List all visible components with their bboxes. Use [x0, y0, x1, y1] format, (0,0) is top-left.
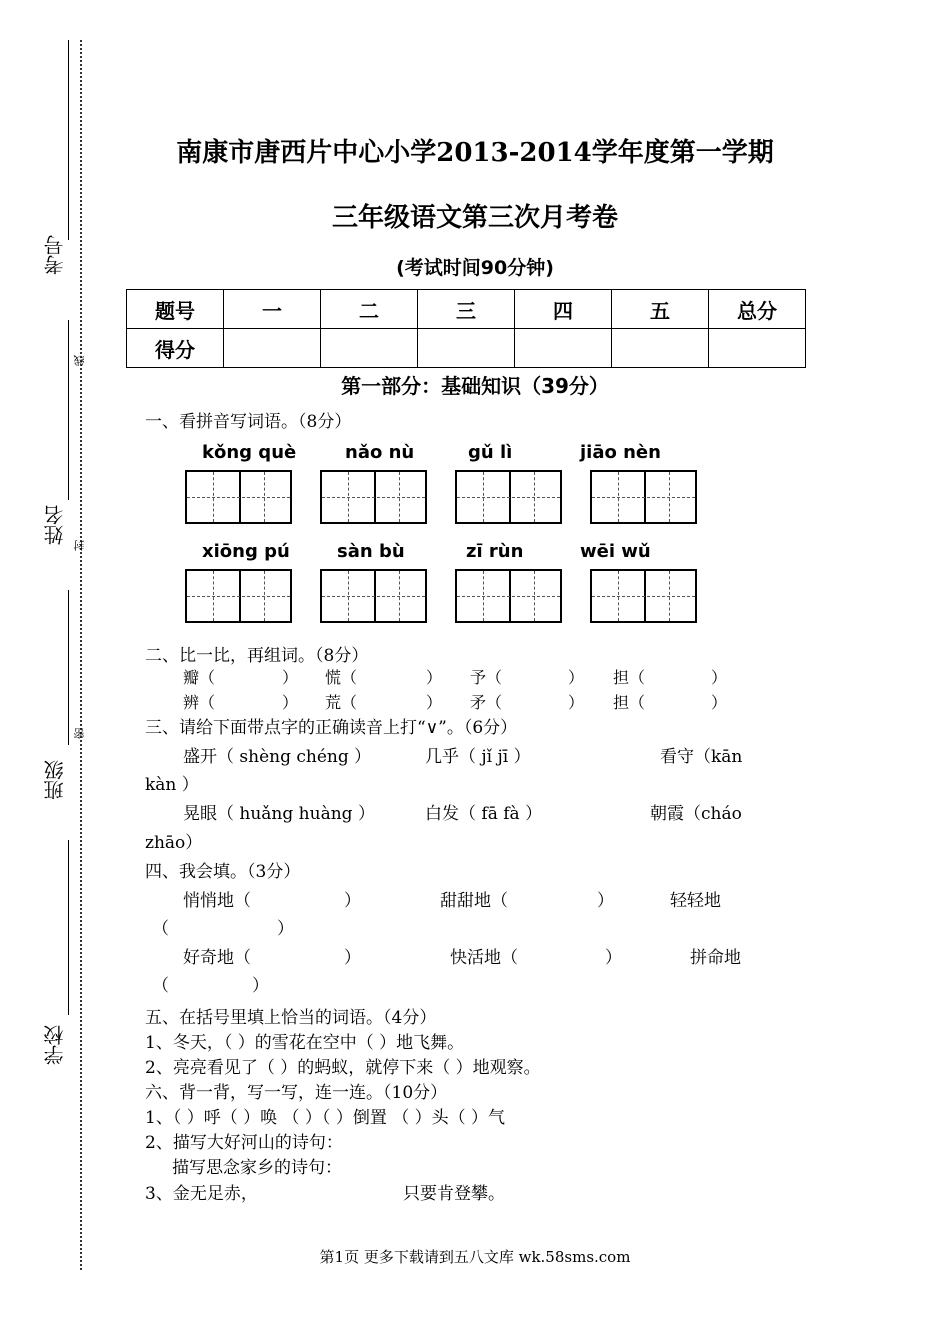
pinyin-label: xiōng pú [202, 541, 290, 562]
q3-item: 白发（ fā fà ） [425, 804, 543, 824]
q2-item: ） [426, 668, 443, 687]
q3-item-wrap: zhāo） [145, 833, 203, 853]
q2-item: ） [426, 693, 443, 712]
score-cell[interactable] [612, 329, 709, 368]
score-header-cell: 总分 [709, 290, 806, 329]
q4-item: ） [252, 976, 269, 996]
pinyin-label: zī rùn [466, 541, 524, 562]
q2-item: ） [282, 693, 299, 712]
score-header-cell: 二 [321, 290, 418, 329]
q2-item: 慌（ [325, 668, 358, 687]
pinyin-label: kǒng què [202, 442, 297, 463]
banji-label: 班级 [43, 760, 67, 800]
score-header-cell: 四 [515, 290, 612, 329]
q2-item: 瓣（ [183, 668, 216, 687]
q4-item: （ [152, 919, 169, 939]
score-header-cell: 一 [224, 290, 321, 329]
writing-grid[interactable] [320, 470, 427, 524]
q2-item: 荒（ [325, 693, 358, 712]
q6-item: 描写思念家乡的诗句： [172, 1158, 342, 1178]
part1-heading: 第一部分：基础知识（39分） [341, 374, 609, 398]
q3-item: 几乎（ jǐ jī ） [425, 747, 531, 767]
q2-item: ） [711, 668, 728, 687]
q2-title: 二、比一比，再组词。（8分） [145, 646, 369, 666]
q4-item: ） [605, 948, 622, 968]
q2-item: 矛（ [470, 693, 503, 712]
q4-item: 快活地（ [450, 948, 518, 968]
q4-title: 四、我会填。（3分） [145, 862, 301, 882]
writing-grid[interactable] [590, 470, 697, 524]
q3-item: 晃眼（ huǎng huàng ） [183, 804, 375, 824]
q6-item: 只要肯登攀。 [403, 1184, 505, 1204]
score-header-cell: 题号 [127, 290, 224, 329]
pinyin-label: gǔ lì [468, 442, 513, 463]
q2-item: 辨（ [183, 693, 216, 712]
q2-item: ） [568, 668, 585, 687]
score-table-header-row [127, 290, 806, 329]
q2-item: 担（ [613, 668, 646, 687]
q4-item: （ [152, 976, 169, 996]
writing-grid[interactable] [455, 470, 562, 524]
q1-title: 一、看拼音写词语。（8分） [145, 412, 352, 432]
q4-item: 拼命地 [690, 948, 741, 968]
feng-label: 封 [73, 540, 86, 551]
q6-item: 3、金无足赤， [145, 1184, 258, 1204]
mi-label: 密 [73, 728, 86, 739]
pinyin-label: nǎo nù [345, 442, 415, 463]
xingming-label: 姓名 [43, 505, 67, 545]
q6-item: 1、（ ）呼（ ）唤 （ ）（ ）倒置 （ ）头（ ）气 [145, 1108, 506, 1128]
score-cell[interactable] [321, 329, 418, 368]
exam-title-line1: 南康市唐西片中心小学2013-2014学年度第一学期 [176, 138, 774, 168]
score-table-score-row [127, 329, 806, 368]
score-header-cell: 五 [612, 290, 709, 329]
q2-item: 予（ [470, 668, 503, 687]
q3-item: 盛开（ shèng chéng ） [183, 747, 372, 767]
q3-item: 看守（kān [660, 747, 743, 767]
q4-item: 甜甜地（ [440, 891, 508, 911]
banji-underline [68, 590, 69, 745]
score-cell[interactable] [224, 329, 321, 368]
exam-title-line2: 三年级语文第三次月考卷 [331, 203, 618, 233]
q5-item: 1、冬天，（ ）的雪花在空中（ ）地飞舞。 [145, 1033, 465, 1053]
q4-item: 轻轻地 [670, 891, 721, 911]
writing-grid[interactable] [590, 569, 697, 623]
q6-title: 六、背一背，写一写，连一连。（10分） [145, 1083, 448, 1103]
writing-grid[interactable] [185, 569, 292, 623]
score-table [126, 289, 806, 368]
q5-title: 五、在括号里填上恰当的词语。（4分） [145, 1008, 437, 1028]
q2-item: ） [568, 693, 585, 712]
q2-item: ） [282, 668, 299, 687]
xuexiao-label: 学校 [43, 1025, 67, 1065]
score-cell[interactable] [418, 329, 515, 368]
score-header-cell: 三 [418, 290, 515, 329]
exam-duration: (考试时间90分钟) [396, 257, 554, 279]
writing-grid[interactable] [455, 569, 562, 623]
q4-item: ） [344, 891, 361, 911]
xingming-underline [68, 320, 69, 500]
q4-item: 好奇地（ [183, 948, 251, 968]
q6-item: 2、描写大好河山的诗句： [145, 1133, 343, 1153]
pinyin-label: sàn bù [337, 541, 405, 562]
score-cell[interactable] [709, 329, 806, 368]
score-cell[interactable] [515, 329, 612, 368]
score-row-label: 得分 [127, 329, 224, 368]
q3-item: 朝霞（cháo [650, 804, 742, 824]
q4-item: ） [277, 919, 294, 939]
q3-title: 三、请给下面带点字的正确读音上打“∨”。（6分） [145, 718, 518, 738]
pinyin-label: wēi wǔ [580, 541, 651, 562]
page-footer: 第1页 更多下载请到五八文库 wk.58sms.com [319, 1248, 631, 1266]
q2-item: ） [711, 693, 728, 712]
xian-label: 线 [73, 355, 86, 366]
xuexiao-underline [68, 840, 69, 1015]
q2-item: 担（ [613, 693, 646, 712]
kaohao-label: 考号 [43, 235, 67, 275]
q4-item: ） [344, 948, 361, 968]
q3-item-wrap: kàn ） [145, 775, 199, 795]
q4-item: 悄悄地（ [183, 891, 251, 911]
writing-grid[interactable] [185, 470, 292, 524]
writing-grid[interactable] [320, 569, 427, 623]
q5-item: 2、亮亮看见了（ ）的蚂蚁，就停下来（ ）地观察。 [145, 1058, 541, 1078]
pinyin-label: jiāo nèn [580, 442, 661, 463]
q4-item: ） [597, 891, 614, 911]
